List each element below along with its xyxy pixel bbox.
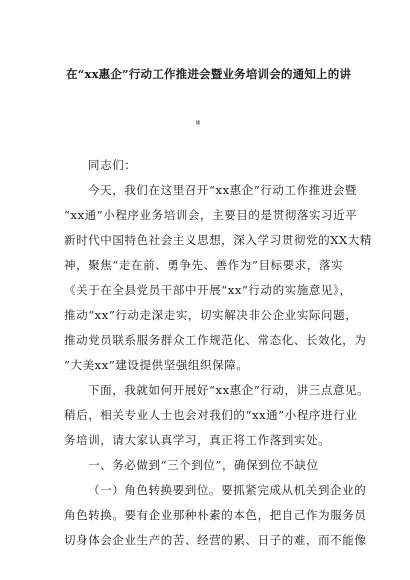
paragraph-1-line: 推动党员联系服务群众工作规范化、常态化、长效化，为 (64, 333, 367, 347)
greeting: 同志们： (88, 158, 137, 172)
paragraph-2-line: 稍后，相关专业人士也会对我们的“xx通”小程序进行业 (64, 408, 358, 422)
subsection-line: 角色转换。要有企业那种朴素的本色，把自己作为服务员 (64, 508, 367, 522)
paragraph-2-line: 务培训，请大家认真学习，真正将工作落到实处。 (64, 433, 331, 447)
subsection-line: （一）角色转换要到位。要抓紧完成从机关到企业的 (88, 483, 367, 497)
subsection-line: 切身体会企业生产的苦、经营的累、日子的难，而不能像 (64, 533, 367, 547)
paragraph-1-line: 《关于在全县党员干部中开展“xx”行动的实施意见》， (64, 283, 352, 297)
paragraph-1-line: 推动“xx”行动走深走实，切实解决非公企业实际问题， (64, 308, 358, 322)
paragraph-1-line: 新时代中国特色社会主义思想，深入学习贯彻党的XX大精 (64, 233, 372, 247)
document-title-line-1: 在“xx惠企”行动工作推进会暨业务培训会的通知上的讲 (66, 67, 352, 81)
section-heading: 一、务必做到“三个到位”，确保到位不缺位 (88, 458, 319, 472)
paragraph-1-line: “大美xx”建设提供坚强组织保障。 (64, 358, 249, 372)
document-title-line-2: 话 (196, 120, 200, 125)
paragraph-2-line: 下面，我就如何开展好“xx惠企”行动，讲三点意见。 (88, 383, 370, 397)
paragraph-1-line: “xx通”小程序业务培训会，主要目的是贯彻落实习近平 (64, 208, 358, 222)
paragraph-1-line: 神，聚焦“走在前、勇争先、善作为”目标要求，落实 (64, 258, 344, 272)
paragraph-1-line: 今天，我们在这里召开“xx惠企”行动工作推进会暨 (88, 183, 358, 197)
